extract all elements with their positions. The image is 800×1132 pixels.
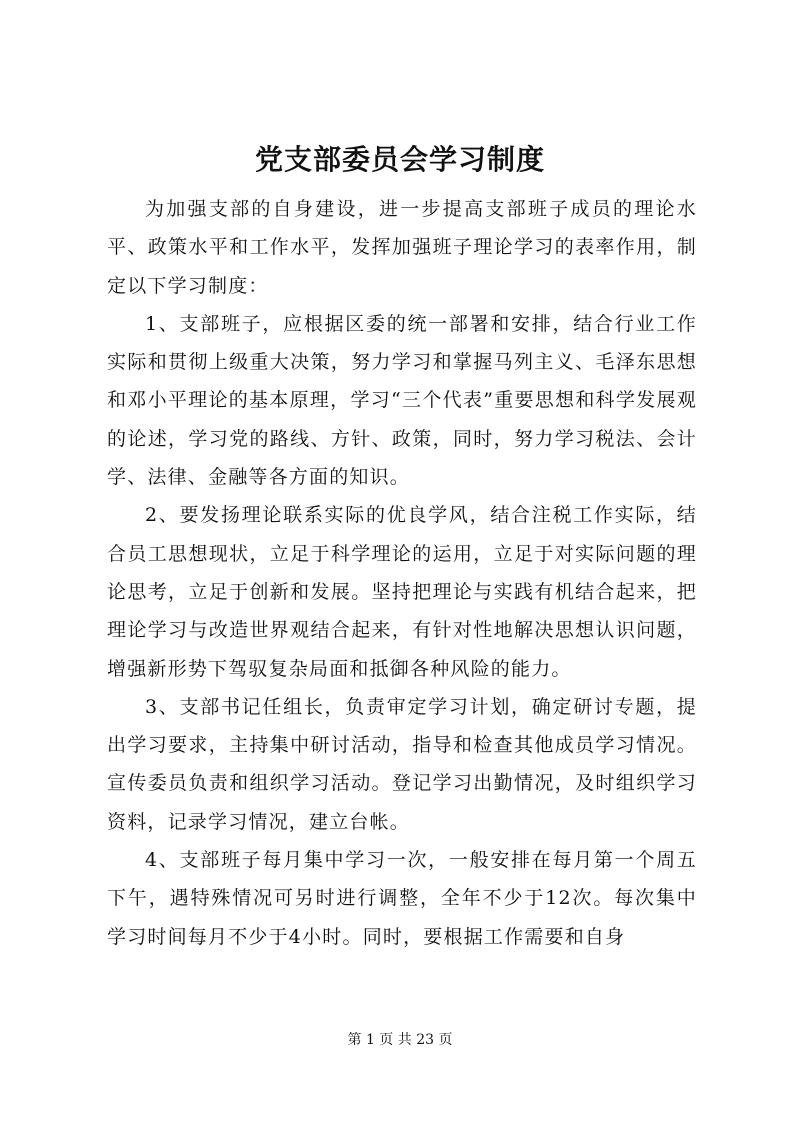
document-title: 党支部委员会学习制度: [254, 143, 545, 176]
rule-paragraph-4: 4、支部班子每月集中学习一次，一般安排在每月第一个周五下午，遇特殊情况可另时进行调整，全年不少于12次。每次集中学习时间每月不少于4小时。同时，要根据工作需要和自身: [107, 849, 697, 948]
rule-paragraph-2: 2、要发扬理论联系实际的优良学风，结合注税工作实际，结合员工思想现状，立足于科学理论的运用，立足于对实际问题的理论思考，立足于创新和发展。坚持把理论与实践有机结合起来，把理论学习与改造世界观结合起来，有针对性地解决思想认识问题，增强新形势下驾驭复杂局面和抵御各种风险的能力。: [107, 504, 697, 680]
intro-paragraph: 为加强支部的自身建设，进一步提高支部班子成员的理论水平、政策水平和工作水平，发挥加强班子理论学习的表率作用，制定以下学习制度：: [107, 198, 697, 297]
document-body: [107, 190, 697, 956]
page-footer: 第 1 页 共 23 页: [347, 1032, 453, 1048]
rule-paragraph-1: 1、支部班子，应根据区委的统一部署和安排，结合行业工作实际和贯彻上级重大决策，努力学习和掌握马列主义、毛泽东思想和邓小平理论的基本原理，学习“三个代表”重要思想和科学发展观的论述，学习党的路线、方针、政策，同时，努力学习税法、会计学、法律、金融等各方面的知识。: [107, 312, 697, 489]
rule-paragraph-3: 3、支部书记任组长，负责审定学习计划，确定研讨专题，提出学习要求，主持集中研讨活动，指导和检查其他成员学习情况。宣传委员负责和组织学习活动。登记学习出勤情况，及时组织学习资料，记录学习情况，建立台帐。: [107, 695, 697, 833]
